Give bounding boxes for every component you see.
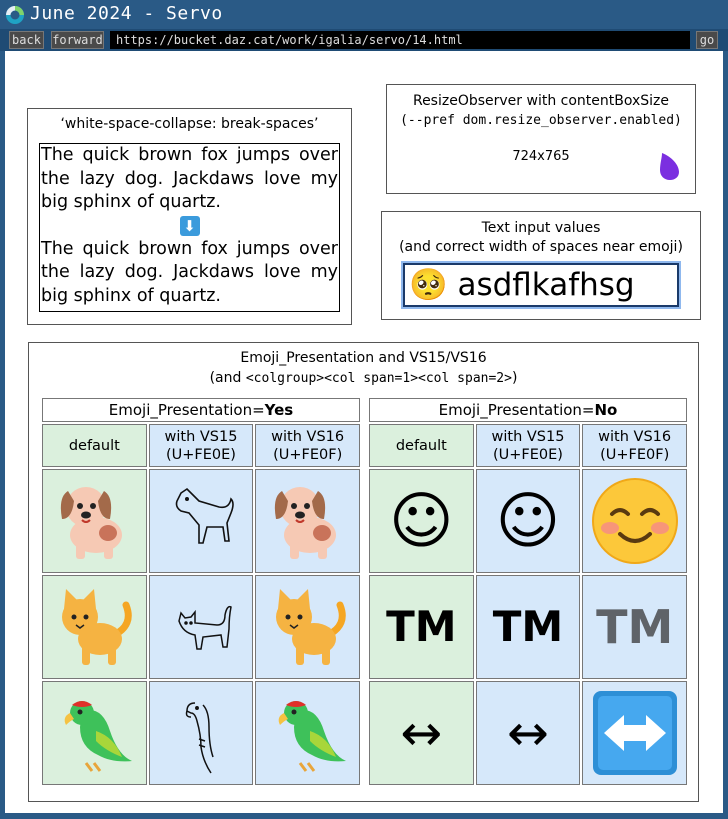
servo-logo-icon [5, 5, 25, 25]
forward-button[interactable]: forward [52, 33, 103, 47]
page-content [5, 51, 723, 813]
navigation-bar [0, 29, 728, 51]
emoji-presentation-box [28, 342, 699, 802]
dog-emoji-vs16-icon [255, 469, 360, 573]
arrow-text-glyph: ↔ [369, 681, 474, 785]
parrot-emoji-vs16-icon [255, 681, 360, 785]
no-table-header: Emoji_Presentation=No [369, 398, 687, 422]
dog-outline-icon [149, 469, 254, 573]
sample-text-2: The quick brown fox jumps over the lazy dog. Jackdaws love my big sphinx of quartz. [41, 238, 338, 306]
col-default: default [42, 424, 147, 467]
url-input[interactable]: https://bucket.daz.cat/work/igalia/servo/14.html [110, 31, 690, 49]
trademark-emoji-icon: TM [582, 575, 687, 679]
go-button[interactable]: go [696, 31, 718, 49]
resize-pref: (--pref dom.resize_observer.enabled) [400, 113, 682, 128]
dog-emoji-icon [42, 469, 147, 573]
emoji-title: Emoji_Presentation and VS15/VS16 [240, 350, 487, 366]
left-right-arrow-emoji-icon [582, 681, 687, 785]
text-input-title: Text input values [481, 220, 601, 236]
resize-drop-icon [658, 151, 680, 181]
tm-text-vs15-glyph: TM [476, 575, 581, 679]
cat-emoji-vs16-icon [255, 575, 360, 679]
emoji-yes-table [40, 396, 362, 787]
parrot-outline-icon [149, 681, 254, 785]
col-vs15: with VS15 (U+FE0E) [476, 424, 581, 467]
back-button[interactable]: back [9, 31, 44, 49]
emoji-no-table [367, 396, 689, 787]
emoji-text-input[interactable]: 🥺 asdflkafhsg [403, 263, 679, 307]
smile-text-glyph: ☺ [369, 469, 474, 573]
smiling-face-emoji-icon [582, 469, 687, 573]
cat-emoji-icon [42, 575, 147, 679]
resize-observer-box [386, 84, 696, 194]
sample-text-1: The quick brown fox jumps over the lazy dog. Jackdaws love my big sphinx of quartz. [41, 145, 338, 212]
col-vs16: with VS16 (U+FE0F) [582, 424, 687, 467]
resize-size-readout: 724x765 [512, 149, 570, 164]
window-title: June 2024 - Servo [30, 3, 223, 24]
cat-outline-icon [149, 575, 254, 679]
col-vs15: with VS15 (U+FE0E) [149, 424, 254, 467]
text-input-box [381, 211, 701, 320]
col-default: default [369, 424, 474, 467]
whitespace-demo-box [27, 108, 352, 325]
resize-title: ResizeObserver with contentBoxSize [412, 93, 670, 109]
arrow-text-vs15-glyph: ↔ [476, 681, 581, 785]
yes-table-header: Emoji_Presentation=Yes [42, 398, 360, 422]
title-bar [0, 0, 728, 29]
smile-text-vs15-glyph: ☺ [476, 469, 581, 573]
whitespace-caption: ‘white-space-collapse: break-spaces’ [60, 116, 319, 132]
down-arrow-icon: ⬇ [41, 215, 338, 238]
col-vs16: with VS16 (U+FE0F) [255, 424, 360, 467]
emoji-subtitle: (and <colgroup><col span=1><col span=2>) [209, 370, 518, 386]
whitespace-sample [39, 143, 340, 312]
parrot-emoji-icon [42, 681, 147, 785]
tm-text-glyph: TM [369, 575, 474, 679]
text-input-subtitle: (and correct width of spaces near emoji) [399, 239, 683, 255]
